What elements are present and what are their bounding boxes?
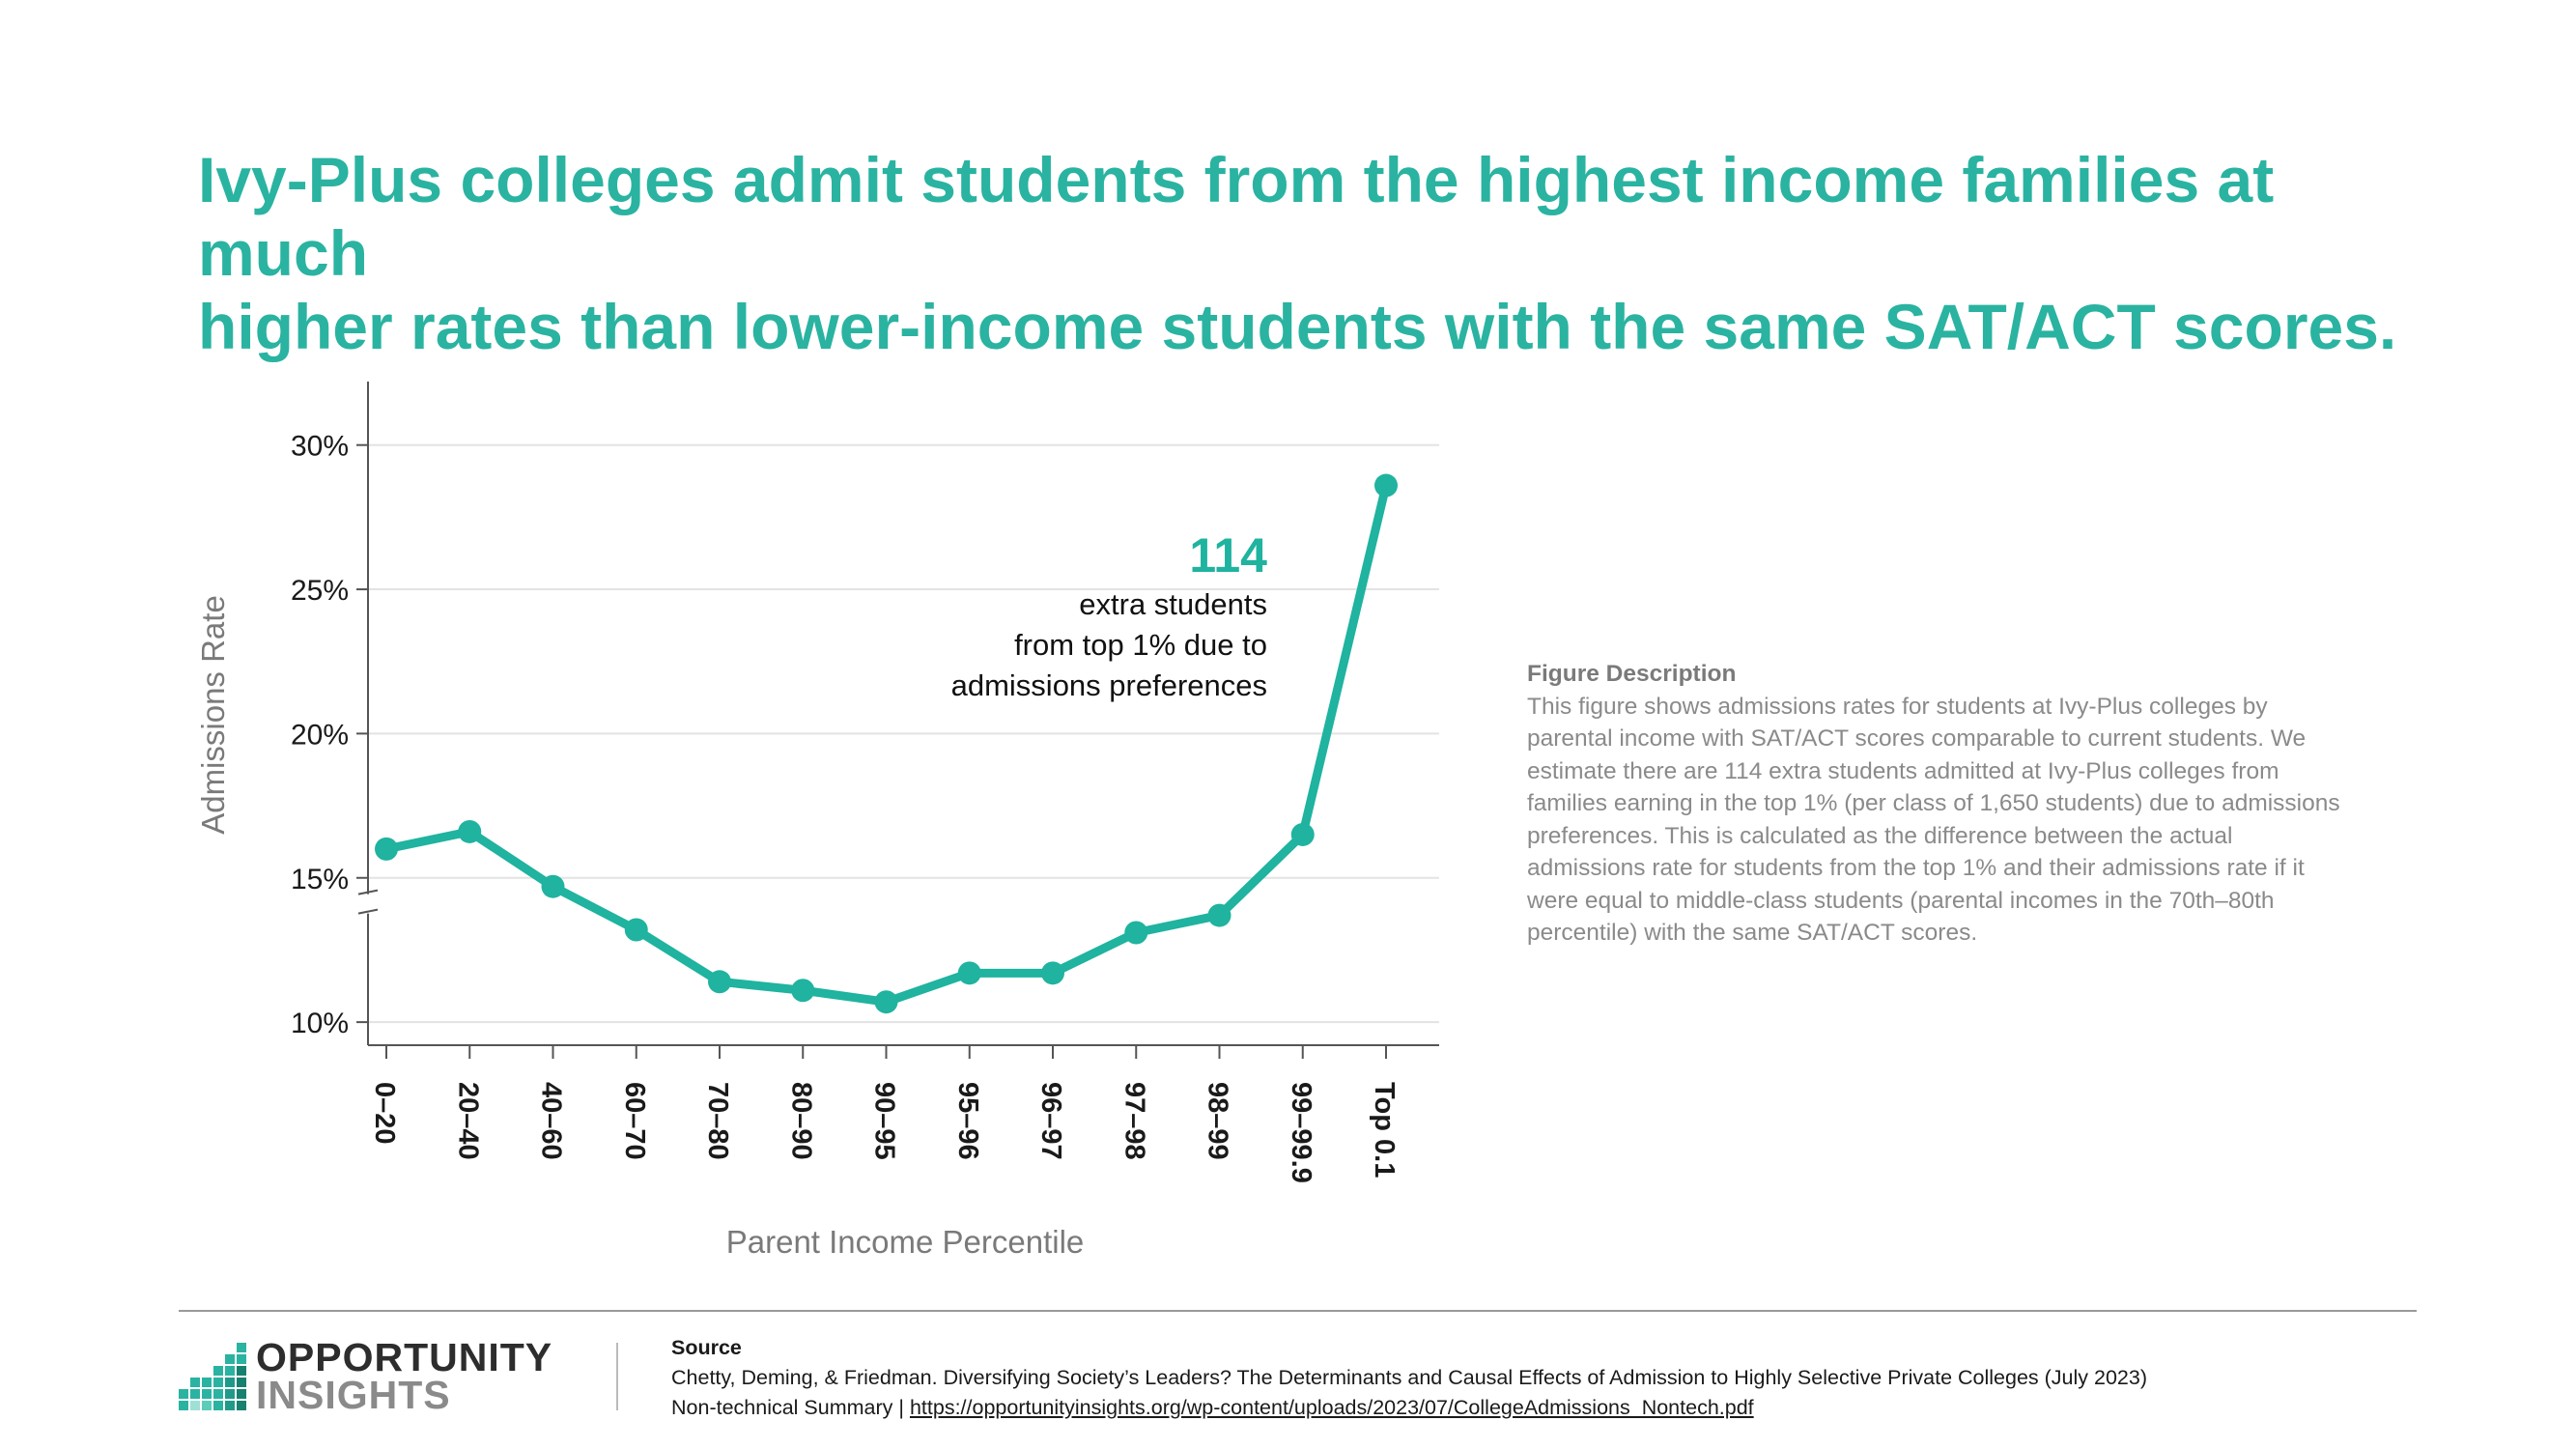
logo-cell (190, 1401, 200, 1410)
logo-cell (213, 1378, 223, 1387)
x-tick-label: 20–40 (452, 1082, 484, 1160)
y-tick-label: 25% (290, 575, 349, 608)
data-point (375, 838, 398, 861)
summary-prefix: Non-technical Summary | (671, 1396, 910, 1419)
y-tick-label: 15% (290, 863, 349, 895)
title-line-2: higher rates than lower-income students with the same SAT/ACT scores. (198, 291, 2397, 362)
figure-description-title: Figure Description (1527, 661, 1737, 687)
description-line: This figure shows admissions rates for students at Ivy-Plus colleges by (1527, 693, 2268, 720)
logo-cell (225, 1366, 235, 1376)
data-point (1208, 904, 1231, 927)
annotation-line: from top 1% due to (1014, 628, 1267, 662)
logo-cell (225, 1378, 235, 1387)
description-line: parental income with SAT/ACT scores comparable to current students. We (1527, 725, 2307, 752)
logo-wordmark (256, 1335, 553, 1417)
logo-cell (237, 1389, 246, 1399)
logo-cell (237, 1354, 246, 1364)
description-line: families earning in the top 1% (per class of 1,650 students) due to admissions (1527, 790, 2340, 816)
y-tick-label: 30% (290, 430, 349, 463)
data-point (958, 961, 981, 984)
data-point (1124, 922, 1147, 945)
x-axis-title: Parent Income Percentile (725, 1224, 1085, 1260)
data-point (625, 919, 648, 942)
x-tick-label: Top 0.1 (1369, 1082, 1400, 1179)
footer-separator (616, 1343, 618, 1410)
opportunity-insights-logo (179, 1335, 584, 1417)
figure-description-body (1527, 691, 2425, 950)
data-point (458, 820, 481, 843)
logo-cell (225, 1354, 235, 1364)
logo-cell (237, 1366, 246, 1376)
footer-divider (179, 1310, 2417, 1312)
logo-cell (225, 1389, 235, 1399)
logo-line-1: OPPORTUNITY (256, 1335, 553, 1379)
logo-cell (179, 1389, 188, 1399)
description-line: estimate there are 114 extra students admitted at Ivy-Plus colleges from (1527, 757, 2279, 784)
x-tick-label: 96–97 (1035, 1082, 1066, 1160)
annotation-line: extra students (1079, 587, 1267, 621)
description-line: were equal to middle-class students (parental incomes in the 70th–80th (1527, 887, 2275, 914)
x-tick-label: 70–80 (702, 1082, 733, 1160)
y-tick-label: 10% (290, 1008, 349, 1040)
x-tick-label: 40–60 (535, 1082, 567, 1160)
y-axis-title: Admissions Rate (195, 595, 231, 835)
figure-description (1527, 658, 2425, 950)
data-point (708, 970, 731, 993)
source-block (671, 1333, 2458, 1423)
logo-cell (213, 1401, 223, 1410)
y-tick-label: 20% (290, 719, 349, 752)
logo-cell (202, 1401, 212, 1410)
source-title: Source (671, 1336, 742, 1359)
logo-cell (202, 1389, 212, 1399)
annotation-line: admissions preferences (950, 668, 1267, 702)
logo-line-2: INSIGHTS (256, 1373, 451, 1417)
bar-grid-logo-icon (179, 1343, 246, 1410)
x-tick-label: 98–99 (1202, 1082, 1233, 1160)
logo-cell (213, 1366, 223, 1376)
logo-cell (190, 1389, 200, 1399)
description-line: percentile) with the same SAT/ACT scores. (1527, 920, 1978, 946)
data-point (1291, 823, 1315, 846)
source-citation: Chetty, Deming, & Friedman. Diversifying Society’s Leaders? The Determinants and Causal Effects of Admission to Highly Selective Private Colleges (July 2023) (671, 1366, 2148, 1389)
logo-cell (237, 1378, 246, 1387)
logo-cell (213, 1389, 223, 1399)
x-tick-label: 60–70 (618, 1082, 650, 1160)
source-link[interactable]: https://opportunityinsights.org/wp-content/uploads/2023/07/CollegeAdmissions_Nontech.pdf (909, 1396, 1754, 1419)
description-line: admissions rate for students from the top 1% and their admissions rate if it (1527, 855, 2305, 881)
logo-cell (202, 1378, 212, 1387)
data-point (875, 990, 898, 1013)
logo-cell (190, 1378, 200, 1387)
data-point (542, 875, 565, 898)
data-point (791, 979, 814, 1002)
source-summary (671, 1393, 2458, 1423)
x-tick-label: 90–95 (868, 1082, 900, 1160)
grid-layer (368, 445, 1439, 1022)
description-line: preferences. This is calculated as the difference between the actual (1527, 822, 2233, 849)
x-tick-label: 80–90 (785, 1082, 817, 1160)
logo-cell (237, 1401, 246, 1410)
logo-cell (237, 1343, 246, 1352)
logo-cell (225, 1401, 235, 1410)
annotation-value: 114 (1189, 528, 1267, 582)
data-point (1374, 474, 1398, 497)
logo-cell (179, 1401, 188, 1410)
x-tick-label: 95–96 (951, 1082, 983, 1160)
x-tick-label: 0–20 (369, 1082, 400, 1145)
x-tick-label: 97–98 (1118, 1082, 1150, 1160)
axis-layer (356, 382, 1439, 1059)
data-point (1041, 961, 1064, 984)
x-tick-label: 99–99.9 (1285, 1082, 1316, 1183)
title-line-1: Ivy-Plus colleges admit students from the highest income families at much (198, 144, 2275, 289)
